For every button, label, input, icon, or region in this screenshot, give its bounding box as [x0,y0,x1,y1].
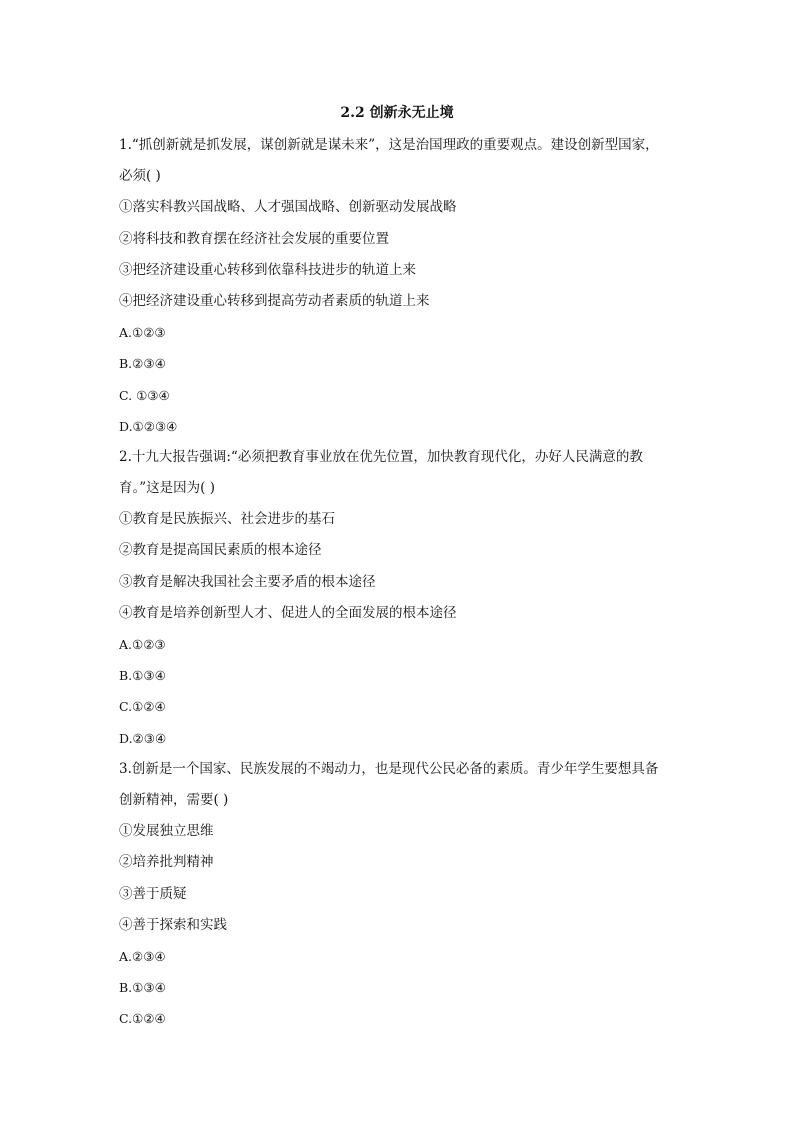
question-2 [119,442,679,754]
statement-4: ④把经济建设重心转移到提高劳动者素质的轨道上来 [119,292,430,309]
statement-2: ②将科技和教育摆在经济社会发展的重要位置 [119,230,389,247]
questions-list [119,130,679,1034]
option-c: C.①②④ [119,699,166,715]
page-title: 2.2 创新永无止境 [340,105,454,121]
option-b: B.①③④ [119,668,166,684]
question-stem-line: 育。”这是因为( ) [119,480,215,497]
statement-1: ①教育是民族振兴、社会进步的基石 [119,511,335,528]
statement-2: ②培养批判精神 [119,854,214,871]
question-stem-line: 2.十九大报告强调:“必须把教育事业放在优先位置，加快教育现代化，办好人民满意的教 [119,448,643,465]
statement-3: ③善于质疑 [119,885,187,902]
statement-1: ①发展独立思维 [119,823,214,840]
option-a: A.①②③ [119,325,166,341]
question-stem-line: 3.创新是一个国家、民族发展的不竭动力，也是现代公民必备的素质。青少年学生要想具备 [119,760,659,777]
option-c: C.①②④ [119,1011,166,1027]
statement-2: ②教育是提高国民素质的根本途径 [119,542,322,559]
statement-3: ③教育是解决我国社会主要矛盾的根本途径 [119,573,376,590]
statement-4: ④教育是培养创新型人才、促进人的全面发展的根本途径 [119,604,457,621]
statement-3: ③把经济建设重心转移到依靠科技进步的轨道上来 [119,261,416,278]
question-1 [119,130,679,442]
option-b: B.①③④ [119,980,166,996]
question-stem-line: 必须( ) [119,168,161,185]
option-a: A.①②③ [119,637,166,652]
question-stem-line: 1.“抓创新就是抓发展，谋创新就是谋未来”，这是治国理政的重要观点。建设创新型国家， [119,137,659,153]
option-d: D.②③④ [119,730,167,746]
option-a: A.②③④ [119,948,166,964]
question-stem-line: 创新精神，需要( ) [119,791,229,808]
option-d: D.①②③④ [119,418,178,434]
question-3 [119,754,679,1035]
statement-1: ①落实科教兴国战略、人才强国战略、创新驱动发展战略 [119,199,457,216]
statement-4: ④善于探索和实践 [119,916,227,933]
option-c: C. ①③④ [119,387,170,403]
option-b: B.②③④ [119,356,166,372]
